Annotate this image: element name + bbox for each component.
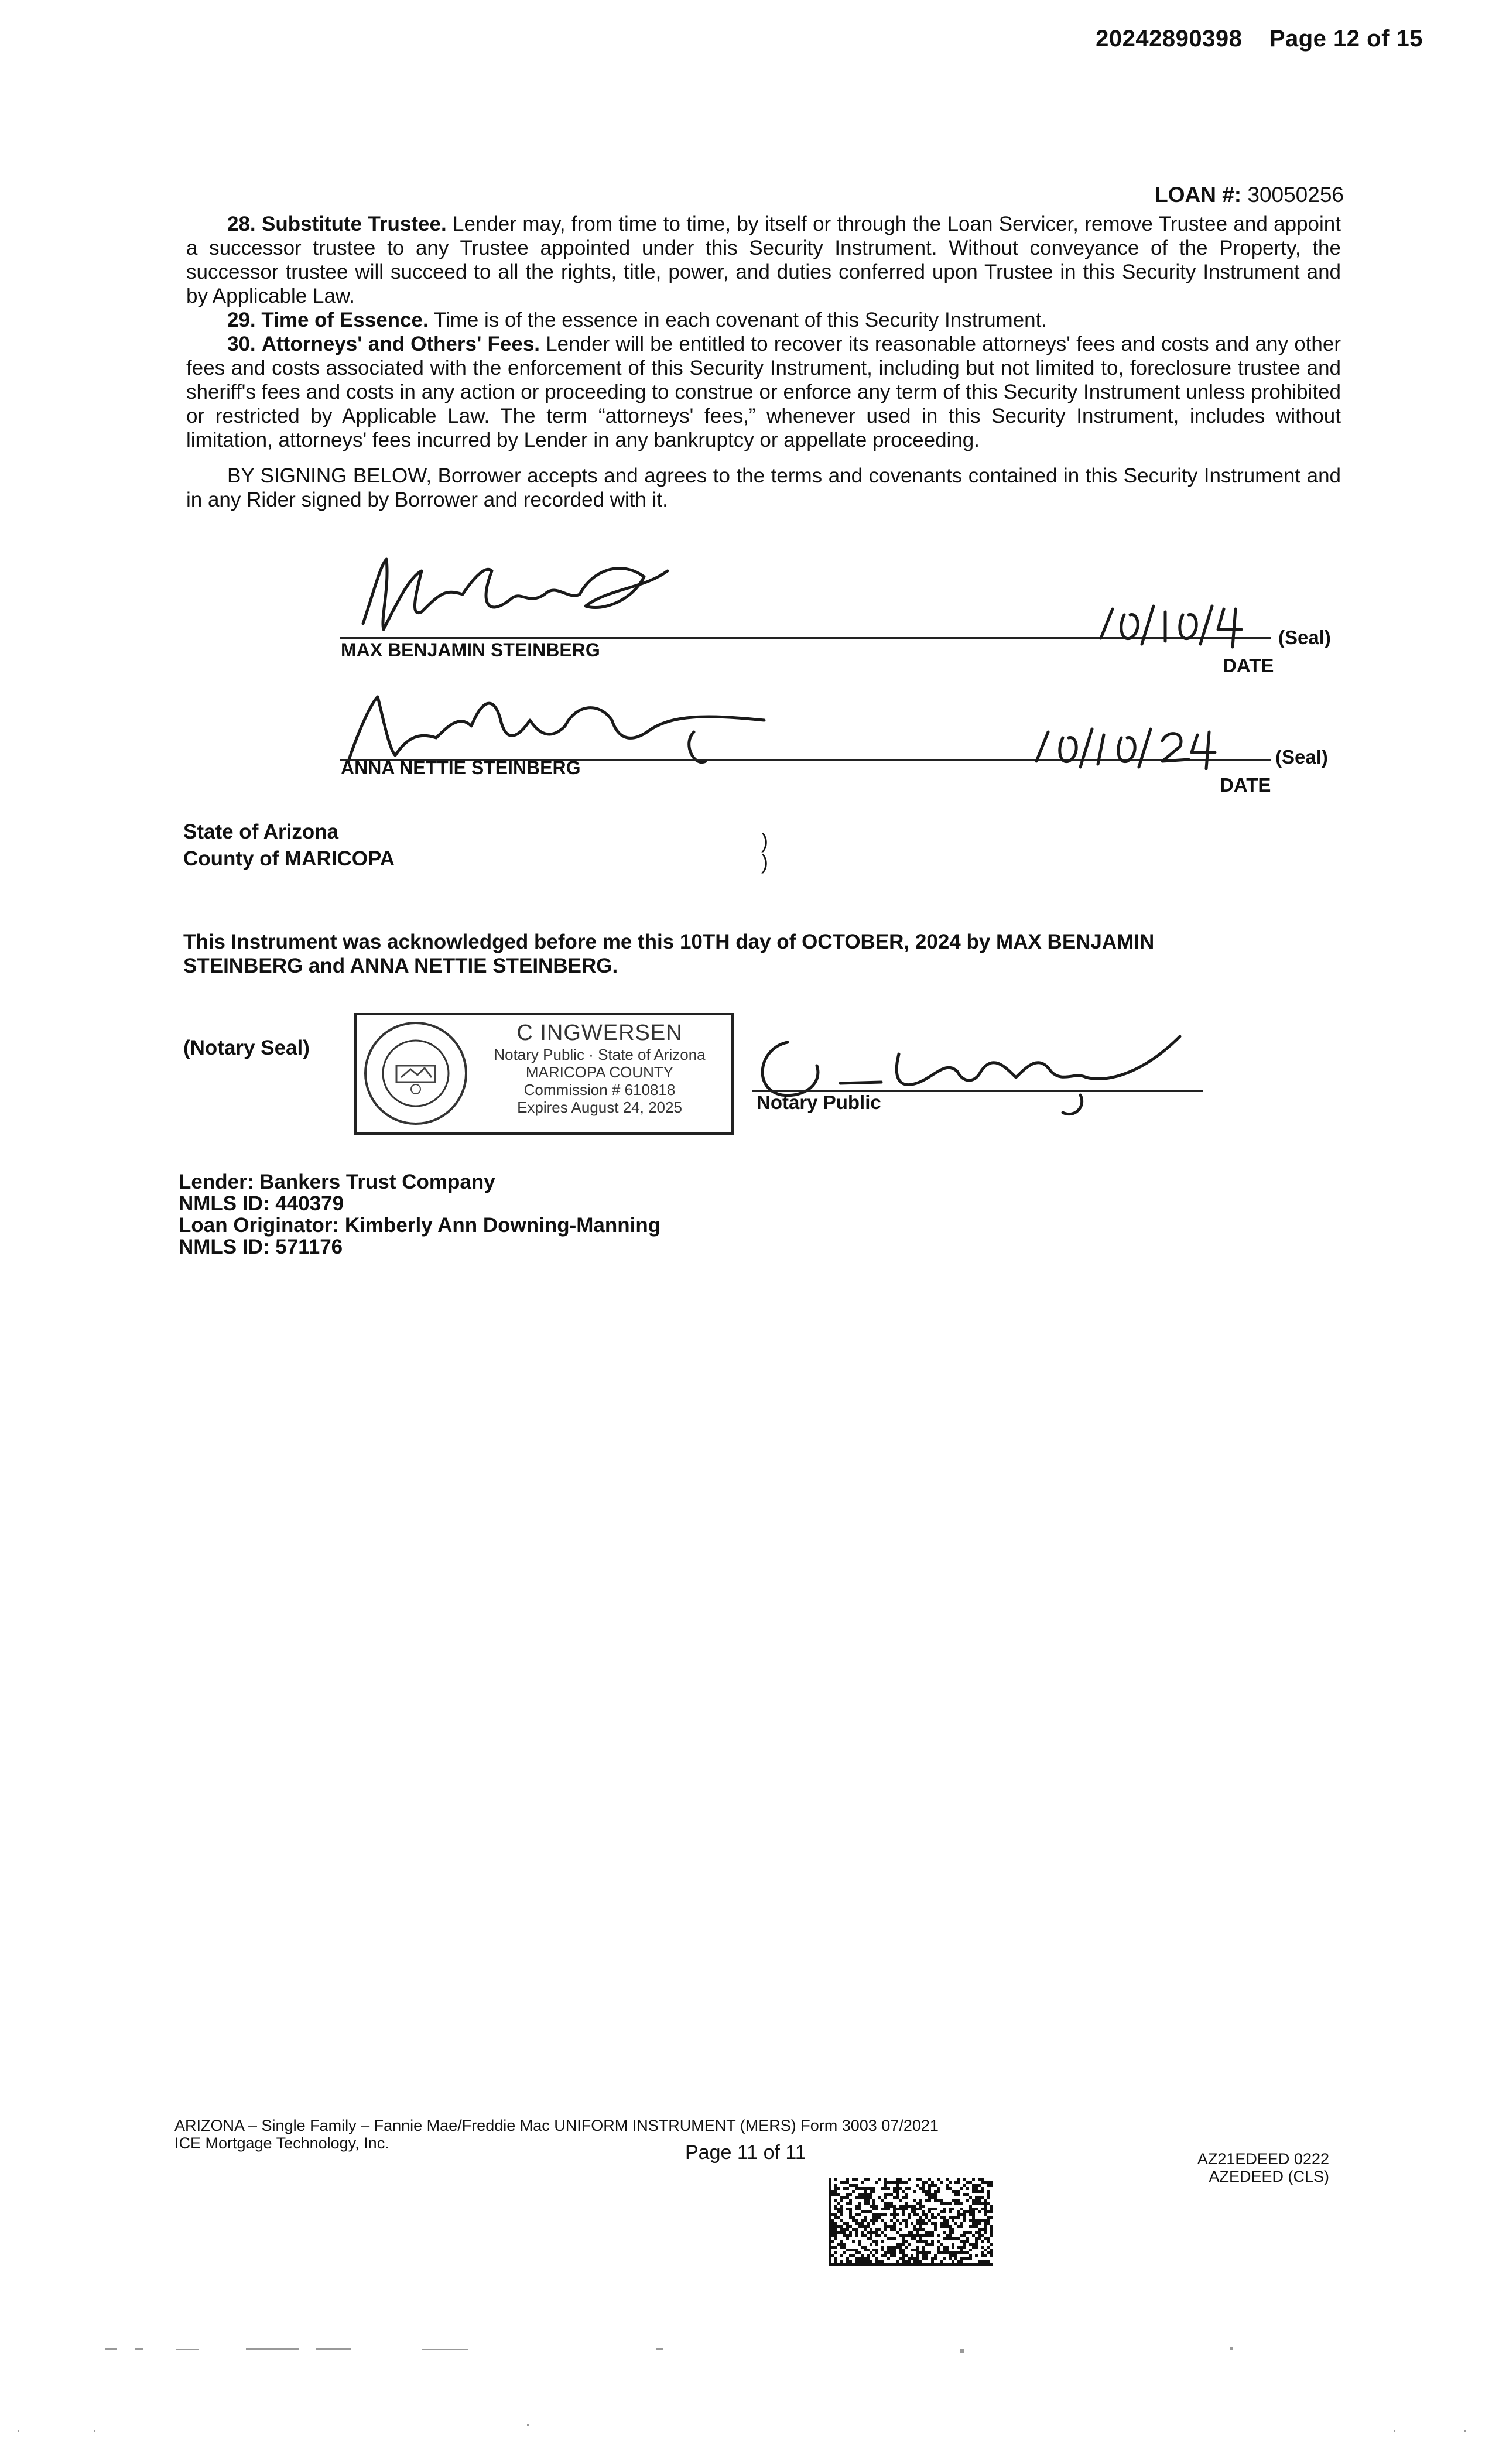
- notary-stamp: [354, 1013, 734, 1135]
- originator-nmls: NMLS ID: 571176: [179, 1236, 343, 1258]
- form-codes: [1165, 2150, 1329, 2185]
- document-number: 20242890398: [1096, 26, 1243, 52]
- borrower-1-name: MAX BENJAMIN STEINBERG: [341, 639, 600, 661]
- loan-originator: Loan Originator: Kimberly Ann Downing-Manning: [179, 1214, 661, 1237]
- notary-stamp-line: Notary Public · State of Arizona: [494, 1046, 706, 1063]
- borrower-1-handwritten-date-mark: [1095, 597, 1271, 650]
- venue-state: State of Arizona: [183, 820, 339, 843]
- signing-statement: BY SIGNING BELOW, Borrower accepts and agrees to the terms and covenants contained in this Security Instrument and in any Rider signed by Borrower and recorded with it.: [186, 464, 1341, 511]
- notary-stamp-line: Commission # 610818: [523, 1081, 676, 1098]
- lender-name: Lender: Bankers Trust Company: [179, 1171, 495, 1193]
- borrower-1-date-label: DATE: [1223, 655, 1274, 676]
- borrower-2-name: ANNA NETTIE STEINBERG: [341, 757, 581, 778]
- borrower-2-handwritten-date-mark: [1028, 723, 1221, 770]
- notary-public-label: Notary Public: [757, 1091, 881, 1113]
- borrower-1-seal: (Seal): [1278, 627, 1331, 648]
- venue-county: County of MARICOPA: [183, 847, 395, 870]
- form-page-number: Page 11 of 11: [685, 2141, 806, 2164]
- section-text: Lender may, from time to time, by itself or through the Loan Servicer, remove Trustee and appoint a successor trustee to any Trustee appointed under this Security Instrument. Without conveyance of the Property, the successor trustee will succeed to all the rights, title, power, and duties conferred upon Trustee in this Security Instrument and by Applicable Law.: [186, 213, 1341, 307]
- loan-label: LOAN #:: [1155, 183, 1242, 207]
- section-29: [186, 308, 1341, 332]
- arizona-seal-icon: [361, 1019, 470, 1128]
- section-number: 28.: [227, 213, 256, 235]
- document-header: [1096, 26, 1423, 52]
- form-identifier: ARIZONA – Single Family – Fannie Mae/Freddie Mac UNIFORM INSTRUMENT (MERS) Form 3003 07/2021: [174, 2117, 939, 2134]
- covenants-section: [186, 212, 1341, 512]
- section-title: Time of Essence.: [261, 309, 429, 331]
- notary-name: C INGWERSEN: [516, 1021, 683, 1045]
- brace: ): [761, 829, 768, 853]
- form-company: ICE Mortgage Technology, Inc.: [174, 2134, 389, 2152]
- brace: ): [761, 850, 768, 874]
- notary-stamp-line: Expires August 24, 2025: [517, 1098, 682, 1116]
- notary-stamp-text: [474, 1020, 725, 1116]
- borrower-2-date: [1031, 732, 1033, 733]
- section-title: Substitute Trustee.: [262, 213, 447, 235]
- section-title: Attorneys' and Others' Fees.: [261, 333, 540, 355]
- borrower-1-signature: [340, 553, 691, 641]
- page-indicator: Page 12 of 15: [1269, 26, 1423, 52]
- section-28: [186, 212, 1341, 308]
- form-code-2: AZEDEED (CLS): [1209, 2168, 1329, 2185]
- section-number: 30.: [227, 333, 256, 355]
- section-text: Lender will be entitled to recover its reasonable attorneys' fees and costs and any other fees and costs associated with the enforcement of this Security Instrument, including but not limited to, foreclosure trustee and sheriff's fees and costs in any action or proceeding to construe or enforce any term of this Security Instrument unless prohibited or restricted by Applicable Law. The term “attorneys' fees,” whenever used in this Security Instrument, includes without limitation, attorneys' fees incurred by Lender in any bankruptcy or appellate proceeding.: [186, 333, 1341, 451]
- form-code-1: AZ21EDEED 0222: [1197, 2150, 1329, 2168]
- borrower-2-seal: (Seal): [1275, 746, 1328, 768]
- acknowledgment-text: This Instrument was acknowledged before me this 10TH day of OCTOBER, 2024 by MAX BENJAMIN STEINBERG and ANNA NETTIE STEINBERG.: [183, 930, 1155, 977]
- form-footer: [174, 2117, 1141, 2152]
- document-barcode-icon: [829, 2178, 993, 2266]
- notary-seal-label: (Notary Seal): [183, 1036, 310, 1059]
- lender-info: [179, 1171, 660, 1258]
- notary-stamp-line: MARICOPA COUNTY: [525, 1063, 674, 1081]
- loan-value: 30050256: [1247, 183, 1344, 207]
- lender-nmls: NMLS ID: 440379: [179, 1192, 344, 1215]
- venue-braces: [761, 830, 768, 872]
- venue-block: [183, 819, 395, 872]
- section-30: [186, 332, 1341, 452]
- loan-number: [1155, 183, 1344, 207]
- borrower-2-date-label: DATE: [1220, 774, 1271, 796]
- section-number: 29.: [227, 309, 256, 331]
- scan-artifacts: [0, 2342, 1499, 2464]
- section-text: Time is of the essence in each covenant of this Security Instrument.: [428, 309, 1048, 331]
